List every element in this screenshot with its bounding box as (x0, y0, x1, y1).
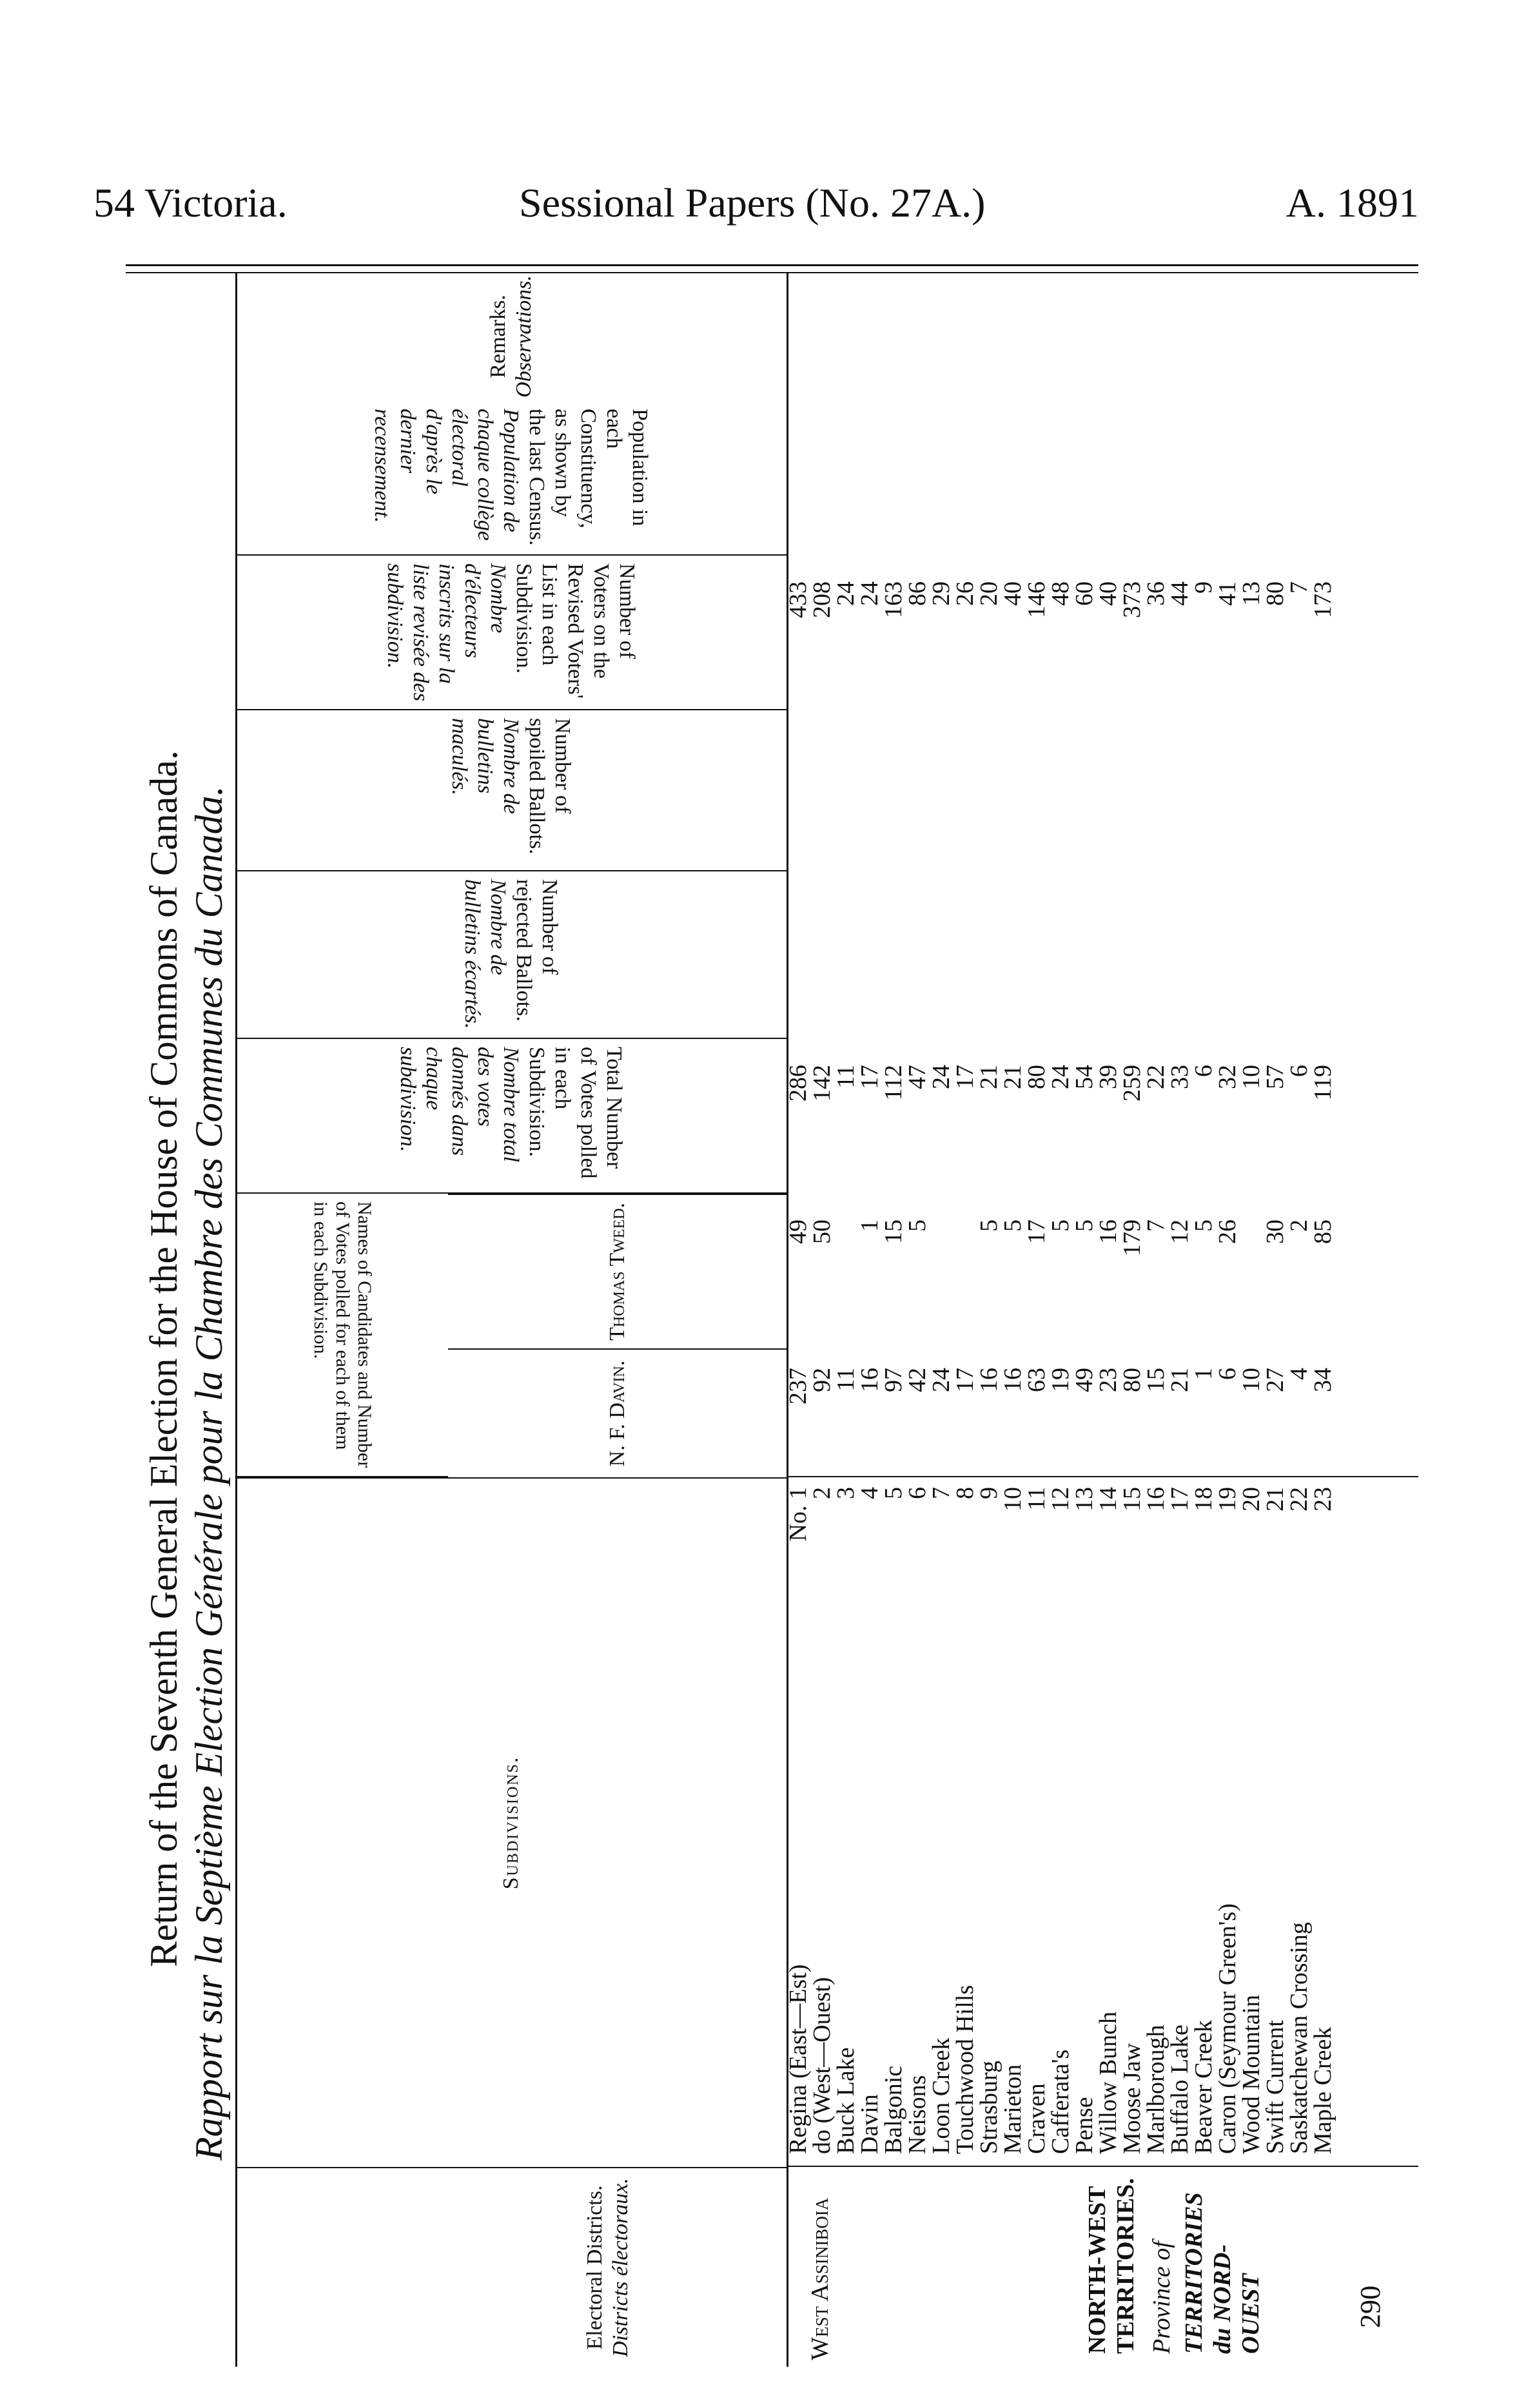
subdivision-name: Moose Jaw (1119, 2043, 1146, 2154)
subdivision-number: 11 (1023, 1487, 1050, 1511)
rejected-ballots-header-en: Number of rejected Ballots. (512, 879, 562, 1022)
voters-count: 29 (928, 581, 955, 606)
tweed-votes: 5 (1190, 1219, 1217, 1232)
total-votes: 22 (1142, 1065, 1169, 1089)
subdivision-name: Balgonic (880, 2065, 907, 2154)
tweed-votes: 179 (1119, 1219, 1146, 1256)
subdivision-name: Wood Mountain (1238, 1994, 1265, 2154)
subdivision-number: 14 (1095, 1487, 1122, 1511)
rejected-ballots-header-fr: Nombre de bulletins écartés. (460, 879, 511, 1029)
table-title-en: Return of the Seventh General Election for the House of Commons of Canada. (142, 750, 185, 1967)
candidate-davin-header (448, 1348, 787, 1477)
subdivision-name: Buffalo Lake (1166, 2024, 1193, 2154)
total-votes: 54 (1071, 1065, 1098, 1089)
electoral-district: West Assiniboia (807, 2197, 834, 2360)
subdivision-number: 23 (1309, 1487, 1336, 1511)
total-votes: 10 (1238, 1065, 1265, 1089)
candidate-tweed-name: Thomas Tweed. (605, 1203, 629, 1341)
davin-votes: 42 (904, 1368, 931, 1392)
tweed-votes: 7 (1142, 1219, 1169, 1232)
total-votes-column (787, 1065, 1418, 1181)
voters-list-header (235, 556, 787, 710)
voters-list-column (787, 581, 1418, 697)
davin-votes: 6 (1214, 1368, 1241, 1380)
voters-count: 60 (1071, 581, 1098, 606)
davin-votes: 27 (1262, 1368, 1289, 1392)
davin-votes: 24 (928, 1368, 955, 1392)
spoiled-ballots-header (235, 710, 787, 871)
candidates-header-en: Names of Candidates and Number of Votes polled for each of them in each Subdivision. (310, 1201, 375, 1468)
subdivision-name: Regina (East—Est) (785, 1964, 812, 2154)
davin-votes: 97 (880, 1368, 907, 1392)
remarks-header (235, 272, 787, 401)
subdivision-name: Neisons (904, 2075, 931, 2154)
province-name-en: NORTH-WEST TERRITORIES. (1084, 2178, 1139, 2354)
davin-votes: 15 (1142, 1368, 1169, 1392)
davin-votes: 237 (785, 1368, 812, 1404)
session-label: 54 Victoria. (93, 180, 288, 226)
spoiled-ballots-header-en: Number of spoiled Ballots. (525, 718, 575, 855)
subdivision-number: 7 (928, 1487, 955, 1499)
voters-count: 163 (880, 581, 907, 618)
subdivision-number: 9 (975, 1487, 1002, 1499)
subdivision-name: Cafferata's (1047, 2049, 1074, 2154)
subdivision-name: Pense (1071, 2097, 1098, 2154)
subdivision-number: 18 (1190, 1487, 1217, 1511)
tweed-votes: 5 (975, 1219, 1002, 1232)
subdivision-number: 12 (1047, 1487, 1074, 1511)
davin-votes: 16 (975, 1368, 1002, 1392)
tweed-votes: 1 (856, 1219, 883, 1232)
davin-votes: 16 (856, 1368, 883, 1392)
voters-count: 24 (856, 581, 883, 606)
subdivision-number: 3 (832, 1487, 859, 1499)
tweed-votes: 49 (785, 1219, 812, 1244)
davin-votes: 16 (999, 1368, 1026, 1392)
voters-count: 173 (1309, 581, 1336, 618)
total-votes: 6 (1190, 1065, 1217, 1077)
district-header-fr: Districts électoraux. (608, 2178, 632, 2357)
voters-count: 146 (1023, 581, 1050, 618)
subdivision-number: 13 (1071, 1487, 1098, 1511)
tweed-votes: 5 (904, 1219, 931, 1232)
tweed-votes: 2 (1286, 1219, 1313, 1232)
subdivision-numbers-column (787, 1487, 1418, 1606)
voters-count: 86 (904, 581, 931, 606)
tweed-votes: 5 (1047, 1219, 1074, 1232)
davin-votes-column (787, 1368, 1418, 1464)
total-votes: 57 (1262, 1065, 1289, 1089)
subdivision-name: Saskatchewan Crossing (1286, 1922, 1313, 2154)
tweed-votes: 15 (880, 1219, 907, 1244)
table-title-fr: Rapport sur la Septième Election Générale pour la Chambre des Communes du Canada. (188, 786, 230, 2160)
tweed-votes (1240, 1219, 1264, 1335)
total-votes: 80 (1023, 1065, 1050, 1089)
subdivision-number: 20 (1238, 1487, 1265, 1511)
subdivision-name: Loon Creek (928, 2037, 955, 2154)
total-votes: 142 (808, 1065, 836, 1102)
davin-votes: 21 (1166, 1368, 1193, 1392)
candidate-davin-name: N. F. Davin. (605, 1360, 629, 1467)
total-votes: 17 (952, 1065, 979, 1089)
column-rule (787, 2166, 1418, 2167)
tweed-votes: 5 (999, 1219, 1026, 1232)
tweed-votes (953, 1219, 977, 1335)
tweed-votes: 30 (1262, 1219, 1289, 1244)
voters-count: 20 (975, 581, 1002, 606)
tweed-votes: 16 (1095, 1219, 1122, 1244)
subdivision-number: 21 (1262, 1487, 1289, 1511)
voters-count: 80 (1262, 581, 1289, 606)
davin-votes: 1 (1190, 1368, 1217, 1380)
voters-count: 48 (1047, 581, 1074, 606)
total-votes: 32 (1214, 1065, 1241, 1089)
rejected-ballots-header (235, 871, 787, 1039)
davin-votes: 63 (1023, 1368, 1050, 1392)
subdivision-number: 17 (1166, 1487, 1193, 1511)
total-votes-header-en: Total Number of Votes polled in each Subdivision. (525, 1047, 627, 1179)
subdivision-number: 2 (808, 1487, 836, 1499)
voters-count: 373 (1119, 581, 1146, 618)
remarks-header-fr: Observations. (511, 275, 536, 398)
voters-count: 433 (785, 581, 812, 618)
election-return-table (139, 272, 1418, 2367)
total-votes: 47 (904, 1065, 931, 1089)
subdivision-number: 16 (1142, 1487, 1169, 1511)
page-number: 290 (1354, 2286, 1386, 2328)
subdivision-name: Willow Bunch (1095, 2011, 1122, 2154)
total-votes: 11 (832, 1065, 859, 1089)
voters-count: 40 (999, 581, 1026, 606)
remarks-header-en: Remarks. (485, 295, 510, 378)
total-votes: 6 (1286, 1065, 1313, 1077)
total-votes: 24 (1047, 1065, 1074, 1089)
total-votes-header (235, 1039, 787, 1194)
voters-count: 36 (1142, 581, 1169, 606)
voters-count: 40 (1095, 581, 1122, 606)
table-body (787, 272, 1418, 2367)
tweed-votes (834, 1219, 858, 1335)
population-header-en: Population in each Constituency, as shown by the last Census. (525, 409, 652, 546)
davin-votes: 4 (1286, 1368, 1313, 1380)
davin-votes: 34 (1309, 1368, 1336, 1392)
davin-votes: 92 (808, 1368, 836, 1392)
tweed-votes: 17 (1023, 1219, 1050, 1244)
subdivision-number: 22 (1286, 1487, 1313, 1511)
total-votes-header-fr: Nombre total des votes donnés dans chaque subdivision. (396, 1047, 523, 1163)
spoiled-ballots-header-fr: Nombre de bulletins maculés. (447, 718, 523, 814)
subdivision-name: Craven (1023, 2083, 1050, 2154)
davin-votes: 17 (952, 1368, 979, 1392)
davin-votes: 80 (1119, 1368, 1146, 1392)
subdivision-number: 10 (999, 1487, 1026, 1511)
candidate-tweed-header (448, 1194, 787, 1348)
candidates-header (235, 1194, 448, 1477)
voters-count: 7 (1286, 581, 1313, 594)
page-header (0, 174, 1535, 232)
tweed-votes: 5 (1071, 1219, 1098, 1232)
subdivision-number: 19 (1214, 1487, 1241, 1511)
tweed-votes: 12 (1166, 1219, 1193, 1244)
subdivision-name: do (West—Ouest) (808, 1977, 836, 2154)
subdivision-number: No. 1 (785, 1487, 812, 1542)
population-header-fr: Population de chaque collège électoral d'après le dernier recensement. (370, 409, 523, 541)
subdivision-number: 8 (952, 1487, 979, 1499)
total-votes: 21 (999, 1065, 1026, 1089)
voters-count: 24 (832, 581, 859, 606)
subdivision-name: Touchwood Hills (952, 1985, 979, 2154)
voters-count: 26 (952, 581, 979, 606)
total-votes: 119 (1309, 1065, 1336, 1101)
voters-count: 41 (1214, 581, 1241, 606)
davin-votes: 10 (1238, 1368, 1265, 1392)
subdivision-number: 6 (904, 1487, 931, 1499)
tweed-votes: 85 (1309, 1219, 1336, 1244)
district-header-en: Electoral Districts. (582, 2185, 607, 2350)
province-name-fr: TERRITORIES du NORD-OUEST (1180, 2192, 1264, 2354)
total-votes: 39 (1095, 1065, 1122, 1089)
subdivision-number: 15 (1119, 1487, 1146, 1511)
voters-list-header-en: Number of Voters on the Revised Voters' List in each Subdivision. (512, 563, 640, 699)
total-votes: 286 (785, 1065, 812, 1102)
total-votes: 112 (880, 1065, 907, 1101)
subdivision-name: Marieton (999, 2064, 1026, 2154)
tweed-votes (930, 1219, 953, 1335)
voters-count: 208 (808, 581, 836, 618)
total-votes: 17 (856, 1065, 883, 1089)
total-votes: 21 (975, 1065, 1002, 1089)
district-header (235, 2167, 787, 2367)
tweed-votes: 50 (808, 1219, 836, 1244)
davin-votes: 49 (1071, 1368, 1098, 1392)
subdivision-name: Caron (Seymour Green's) (1214, 1903, 1241, 2154)
total-votes: 33 (1166, 1065, 1193, 1089)
tweed-votes: 26 (1214, 1219, 1241, 1244)
column-headers (235, 272, 787, 2367)
province-prefix-fr: Province of (1148, 2241, 1175, 2354)
subdivision-name: Marlborough (1142, 2024, 1169, 2154)
davin-votes: 19 (1047, 1368, 1074, 1392)
voters-count: 9 (1190, 581, 1217, 594)
subdivision-name: Maple Creek (1309, 2026, 1336, 2154)
davin-votes: 11 (832, 1368, 859, 1392)
voters-count: 44 (1166, 581, 1193, 606)
column-rule (787, 1476, 1418, 1477)
subdivision-name: Davin (856, 2094, 883, 2154)
voters-list-header-fr: Nombre d'électeurs inscrits sur la liste revisée des subdivision. (383, 563, 511, 701)
subdivision-name: Beaver Creek (1190, 2020, 1217, 2154)
subdivision-name: Swift Current (1262, 2020, 1289, 2154)
subdivision-names-column (787, 1606, 1418, 2154)
voters-count: 13 (1238, 581, 1265, 606)
tweed-votes-column (787, 1219, 1418, 1335)
subdivision-name: Strasburg (975, 2061, 1002, 2154)
total-votes: 24 (928, 1065, 955, 1089)
davin-votes: 23 (1095, 1368, 1122, 1392)
subdivisions-header (235, 1477, 787, 2167)
subdivision-number: 4 (856, 1487, 883, 1499)
year-label: A. 1891 (1286, 180, 1419, 226)
subdivision-number: 5 (880, 1487, 907, 1499)
sessional-papers-label: Sessional Papers (No. 27A.) (519, 180, 986, 226)
header-rule (126, 264, 1418, 266)
population-header (235, 401, 787, 556)
subdivision-name: Buck Lake (832, 2047, 859, 2154)
subdivisions-header-label: Subdivisions. (498, 1756, 523, 1890)
total-votes: 259 (1119, 1065, 1146, 1102)
